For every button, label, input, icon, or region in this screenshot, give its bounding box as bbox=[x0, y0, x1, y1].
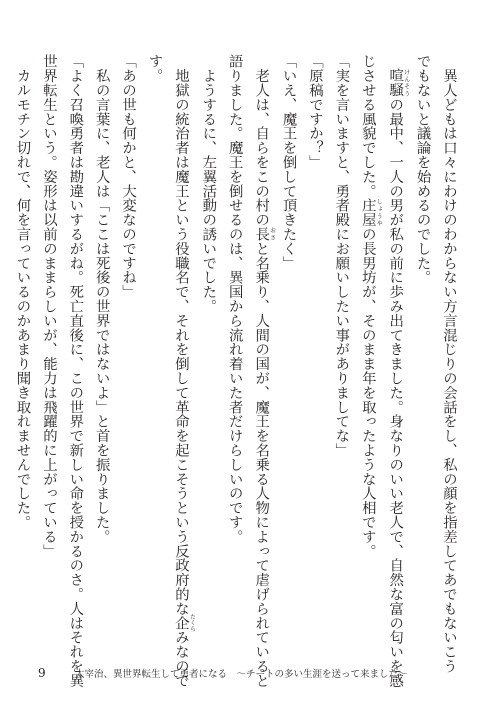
text-line: 「いえ、魔王を倒して頂きたく」 bbox=[280, 54, 297, 270]
text-line: 私の言葉に、老人は「ここは死後の世界ではないよ」と首を振りました。 bbox=[93, 54, 110, 544]
text-line: でもないと議論を始めるのでした。 bbox=[414, 54, 431, 285]
text-line: 異人どもは口々にわけのわからない方言混じりの会話をし、私の顔を指差してあでもないこう bbox=[441, 54, 457, 674]
text-line: 世界転生という。姿形は以前のままらしいが、能力は飛躍的に上がっている」 bbox=[40, 54, 57, 558]
furigana-ruby: 庄屋 しょうや bbox=[359, 198, 383, 227]
page-number: 9 bbox=[38, 666, 46, 680]
text-line: 地獄の統治者は魔王という役職名で、それを倒して革命を起こそうという反政府的な企 たくらみなので bbox=[172, 54, 196, 688]
text-line: 語りました。魔王を倒せるのは、異国から流れ着いた者だけらしいのです。 bbox=[226, 54, 243, 544]
text-line: 「よく召喚勇者は勘違いするがね。死亡直後に、この世界で新しい命を授かるのさ。人はそれを異 bbox=[67, 54, 84, 688]
page-footer bbox=[38, 664, 458, 682]
text-line: 喧騒 けんそうの最中、一人の男が私の前に歩み出てきました。身なりのいい老人で、自然な富の匂いを感 bbox=[387, 68, 410, 688]
furigana-ruby: 喧騒 けんそう bbox=[387, 68, 410, 98]
text-line: 「あの世も何かと、大変なのですね」 bbox=[120, 54, 137, 299]
text-line: 老人は、自らをこの村の長 おさと名乗り、人間の国が、魔王を名乗る人物によって虐げられていると bbox=[253, 54, 276, 688]
text-line: 「実を言いますと、勇者殿にお願いしたい事がありましてな」 bbox=[333, 54, 350, 458]
furigana-ruby: 企 たくら bbox=[172, 613, 196, 632]
furigana-ruby: 長 おさ bbox=[253, 226, 276, 242]
running-title: 太宰治、異世界転生して勇者になる ～チートの多い生涯を送って来ました～ bbox=[75, 669, 408, 680]
text-line: 「原稿ですか？」 bbox=[306, 54, 323, 170]
text-line: す。 bbox=[146, 54, 163, 83]
text-line: カルモチン切れで、何を言っているのかあまり聞き取れませんでした。 bbox=[14, 54, 31, 530]
text-line: ようするに、左翼活動の誘いでした。 bbox=[200, 54, 217, 314]
text-line: じさせる風貌でした。庄屋 しょうやの長男坊が、そのまま年を取ったような人相です。 bbox=[359, 54, 383, 559]
